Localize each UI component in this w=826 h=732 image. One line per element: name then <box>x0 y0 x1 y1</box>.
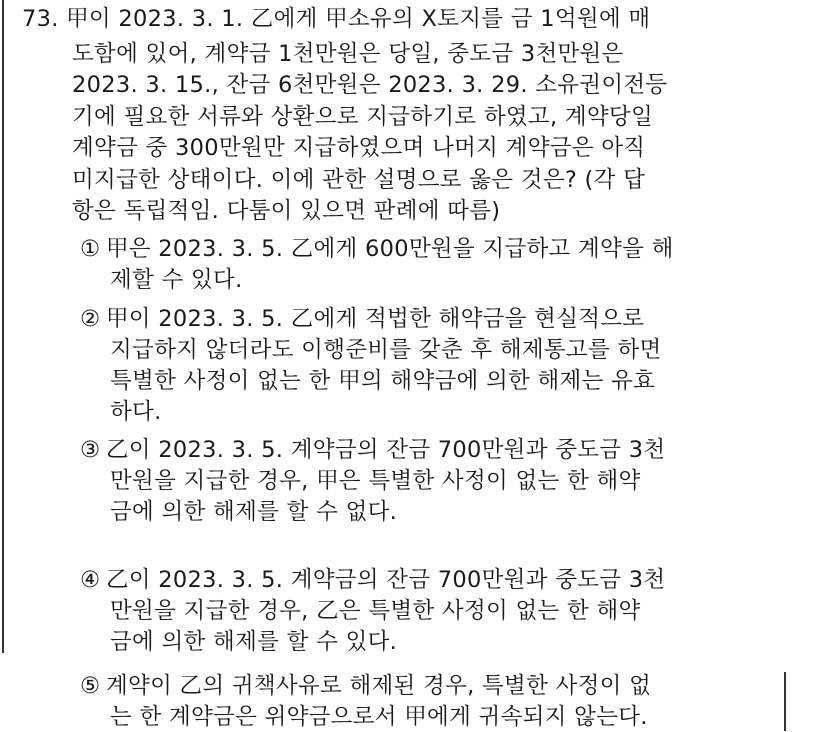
option-line <box>80 304 644 334</box>
question-line: 미지급한 상태이다. 이에 관한 설명으로 옳은 것은? (각 답 <box>72 167 646 193</box>
option-number: ⑤ <box>80 673 101 699</box>
option-text: 乙이 2023. 3. 5. 계약금의 잔금 700만원과 중도금 3천 <box>106 437 666 463</box>
option-number: ① <box>80 236 101 262</box>
question-line: 73. 甲이 2023. 3. 1. 乙에게 甲소유의 X토지를 금 1억원에 매 <box>22 6 651 32</box>
option-number: ② <box>80 306 101 332</box>
option-line: 는 한 계약금은 위약금으로서 甲에게 귀속되지 않는다. <box>110 704 648 730</box>
option-line <box>80 671 651 701</box>
question-line: 기에 필요한 서류와 상환으로 지급하기로 하였고, 계약당일 <box>72 104 654 130</box>
option-line <box>80 435 665 465</box>
question-line: 항은 독립적임. 다툼이 있으면 판례에 따름) <box>72 198 501 224</box>
option-text: 계약이 乙의 귀책사유로 해제된 경우, 특별한 사정이 없 <box>106 673 652 699</box>
option-line: 지급하지 않더라도 이행준비를 갖춘 후 해제통고를 하면 <box>110 337 662 363</box>
option-line: 금에 의한 해제를 할 수 없다. <box>110 499 398 525</box>
option-number: ③ <box>80 437 101 463</box>
option-number: ④ <box>80 567 101 593</box>
option-line: 만원을 지급한 경우, 甲은 특별한 사정이 없는 한 해약 <box>110 468 641 494</box>
option-text: 甲이 2023. 3. 5. 乙에게 적법한 해약금을 현실적으로 <box>106 306 645 332</box>
option-text: 乙이 2023. 3. 5. 계약금의 잔금 700만원과 중도금 3천 <box>106 567 666 593</box>
option-line: 제할 수 있다. <box>110 267 243 293</box>
option-line: 금에 의한 해제를 할 수 있다. <box>110 629 398 655</box>
question-line: 도함에 있어, 계약금 1천만원은 당일, 중도금 3천만원은 <box>72 41 624 67</box>
page-left-border <box>2 0 4 653</box>
option-line: 하다. <box>110 399 162 425</box>
option-text: 甲은 2023. 3. 5. 乙에게 600만원을 지급하고 계약을 해 <box>106 236 674 262</box>
option-line <box>80 234 674 264</box>
option-line <box>80 565 665 595</box>
question-line: 계약금 중 300만원만 지급하였으며 나머지 계약금은 아직 <box>72 135 646 161</box>
option-line: 만원을 지급한 경우, 乙은 특별한 사정이 없는 한 해약 <box>110 598 641 624</box>
page-right-border <box>784 672 786 731</box>
question-line: 2023. 3. 15., 잔금 6천만원은 2023. 3. 29. 소유권이전등 <box>72 72 668 98</box>
option-line: 특별한 사정이 없는 한 甲의 해약금에 의한 해제는 유효 <box>110 368 656 394</box>
